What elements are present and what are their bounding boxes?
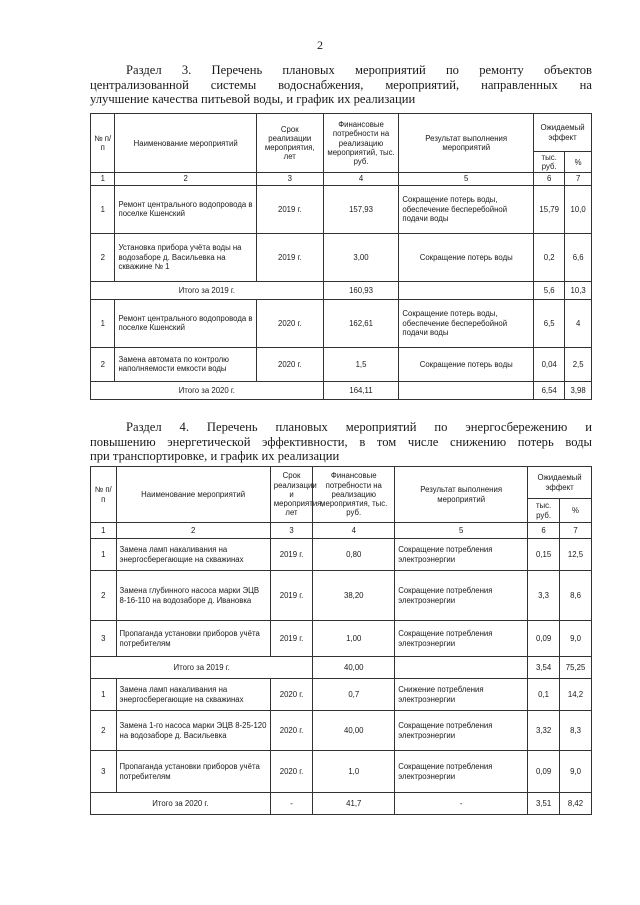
row-effect-rub: 3,3 [528,571,560,621]
row-name: Замена автомата по контролю наполняемости емкости воды [115,347,256,381]
section4-heading [90,420,592,464]
row-num: 1 [91,299,115,347]
total-finance: 164,11 [323,381,399,399]
column-number-row [91,173,592,185]
total-result [399,281,534,299]
row-num: 2 [91,571,117,621]
row-term: 2019 г. [256,185,323,233]
table-row [91,711,592,751]
table-row [91,539,592,571]
column-number: 4 [323,173,399,185]
column-number: 7 [565,173,592,185]
row-finance: 38,20 [313,571,395,621]
total-label: Итого за 2020 г. [91,381,324,399]
row-result: Сокращение потребления электроэнергии [395,711,528,751]
row-num: 2 [91,711,117,751]
column-number: 2 [115,173,256,185]
row-term: 2020 г. [270,679,313,711]
header-effect-pct: % [560,499,592,523]
row-effect-pct: 12,5 [560,539,592,571]
total-label: Итого за 2020 г. [91,793,271,815]
row-effect-rub: 0,09 [528,751,560,793]
row-effect-rub: 3,32 [528,711,560,751]
row-name: Замена глубинного насоса марки ЭЦВ 8-16-110 на водозаборе д. Ивановка [116,571,270,621]
row-effect-rub: 0,2 [534,233,565,281]
column-number: 5 [395,523,528,539]
total-effect-pct: 3,98 [565,381,592,399]
column-number: 3 [256,173,323,185]
row-result: Сокращение потребления электроэнергии [395,621,528,657]
row-finance: 162,61 [323,299,399,347]
row-finance: 40,00 [313,711,395,751]
row-finance: 157,93 [323,185,399,233]
row-result: Сокращение потерь воды, обеспечение бесперебойной подачи воды [399,185,534,233]
column-number: 7 [560,523,592,539]
row-effect-pct: 10,0 [565,185,592,233]
column-number: 4 [313,523,395,539]
header-num: № п/п [91,467,117,523]
header-effect: Ожидаемый эффект [528,467,592,499]
row-finance: 1,5 [323,347,399,381]
total-label: Итого за 2019 г. [91,281,324,299]
total-label: Итого за 2019 г. [91,657,313,679]
row-result: Сокращение потребления электроэнергии [395,751,528,793]
row-term: 2020 г. [270,711,313,751]
column-number: 1 [91,173,115,185]
table-header-row [91,467,592,499]
page-number: 2 [317,38,323,52]
row-effect-rub: 0,04 [534,347,565,381]
row-effect-rub: 6,5 [534,299,565,347]
row-effect-rub: 15,79 [534,185,565,233]
row-term: 2020 г. [270,751,313,793]
header-name: Наименование мероприятий [116,467,270,523]
row-name: Замена ламп накаливания на энергосберегающие на скважинах [116,539,270,571]
section4-heading-line: повышению энергетической эффективности, в том числе снижению потерь воды [90,434,592,449]
row-name: Установка прибора учёта воды на водозаборе д. Васильевка на скважине № 1 [115,233,256,281]
row-finance: 1,0 [313,751,395,793]
header-finance: Финансовые потребности на реализацию мероприятия, тыс. руб. [313,467,395,523]
column-number: 2 [116,523,270,539]
row-effect-rub: 0,09 [528,621,560,657]
total-finance: 41,7 [313,793,395,815]
header-effect: Ожидаемый эффект [534,114,592,152]
column-number: 6 [528,523,560,539]
row-name: Ремонт центрального водопровода в поселке Кшенский [115,299,256,347]
section4-heading-line: при транспортировке, и график их реализации [90,449,340,464]
row-name: Пропаганда установки приборов учёта потребителям [116,751,270,793]
table-row [91,621,592,657]
row-num: 2 [91,233,115,281]
row-term: 2020 г. [256,299,323,347]
table-row [91,571,592,621]
row-num: 3 [91,621,117,657]
column-number-row [91,523,592,539]
row-num: 2 [91,347,115,381]
total-finance: 160,93 [323,281,399,299]
table-row [91,299,592,347]
total-row [91,281,592,299]
header-effect-rub: тыс. руб. [528,499,560,523]
row-term: 2020 г. [256,347,323,381]
row-effect-pct: 6,6 [565,233,592,281]
row-result: Сокращение потерь воды [399,233,534,281]
row-term: 2019 г. [256,233,323,281]
row-effect-rub: 0,1 [528,679,560,711]
column-number: 1 [91,523,117,539]
total-result: - [395,793,528,815]
total-row [91,793,592,815]
header-term: Срок реализации мероприятия, лет [256,114,323,173]
row-name: Пропаганда установки приборов учёта потребителям [116,621,270,657]
row-num: 1 [91,185,115,233]
section3-table [90,113,592,400]
row-result: Сокращение потребления электроэнергии [395,539,528,571]
column-number: 5 [399,173,534,185]
header-effect-pct: % [565,152,592,173]
row-num: 1 [91,679,117,711]
total-effect-pct: 8,42 [560,793,592,815]
row-finance: 0,80 [313,539,395,571]
row-finance: 1,00 [313,621,395,657]
row-result: Снижение потребления электроэнергии [395,679,528,711]
total-effect-pct: 75,25 [560,657,592,679]
total-result [395,657,528,679]
total-effect-rub: 6,54 [534,381,565,399]
header-term: Срок реализации и мероприятия, лет [270,467,313,523]
table-header-row [91,114,592,152]
total-finance: 40,00 [313,657,395,679]
header-effect-rub: тыс. руб. [534,152,565,173]
row-finance: 0,7 [313,679,395,711]
header-num: № п/п [91,114,115,173]
row-name: Ремонт центрального водопровода в поселке Кшенский [115,185,256,233]
total-effect-rub: 5,6 [534,281,565,299]
section4-heading-line: Раздел 4. Перечень плановых мероприятий по энергосбережению и [126,420,592,434]
table-row [91,347,592,381]
header-result: Результат выполнения мероприятий [395,467,528,523]
section3-heading-line: централизованной системы водоснабжения, мероприятий, направленных на [90,77,592,92]
column-number: 6 [534,173,565,185]
row-name: Замена ламп накаливания на энергосберегающие на скважинах [116,679,270,711]
row-result: Сокращение потерь воды, обеспечение бесперебойной подачи воды [399,299,534,347]
row-effect-rub: 0,15 [528,539,560,571]
column-number: 3 [270,523,313,539]
header-result: Результат выполнения мероприятий [399,114,534,173]
total-effect-rub: 3,54 [528,657,560,679]
total-row [91,657,592,679]
row-effect-pct: 4 [565,299,592,347]
table-row [91,679,592,711]
row-effect-pct: 8,6 [560,571,592,621]
section3-heading-line: Раздел 3. Перечень плановых мероприятий по ремонту объектов [126,63,592,77]
row-term: 2019 г. [270,539,313,571]
row-term: 2019 г. [270,571,313,621]
total-term: - [270,793,313,815]
header-name: Наименование мероприятий [115,114,256,173]
total-effect-pct: 10,3 [565,281,592,299]
row-effect-pct: 14,2 [560,679,592,711]
total-effect-rub: 3,51 [528,793,560,815]
row-name: Замена 1-го насоса марки ЭЦВ 8-25-120 на водозаборе д. Васильевка [116,711,270,751]
table-row [91,233,592,281]
table-row [91,185,592,233]
row-finance: 3,00 [323,233,399,281]
section3-heading-line: улучшение качества питьевой воды, и график их реализации [90,92,416,107]
total-row [91,381,592,399]
row-result: Сокращение потерь воды [399,347,534,381]
row-effect-pct: 9,0 [560,621,592,657]
row-effect-pct: 2,5 [565,347,592,381]
section4-table [90,466,592,815]
row-num: 1 [91,539,117,571]
row-result: Сокращение потребления электроэнергии [395,571,528,621]
row-effect-pct: 9,0 [560,751,592,793]
row-effect-pct: 8,3 [560,711,592,751]
row-term: 2019 г. [270,621,313,657]
total-result [399,381,534,399]
table-row [91,751,592,793]
section3-heading [90,63,592,107]
row-num: 3 [91,751,117,793]
header-finance: Финансовые потребности на реализацию мероприятий, тыс. руб. [323,114,399,173]
